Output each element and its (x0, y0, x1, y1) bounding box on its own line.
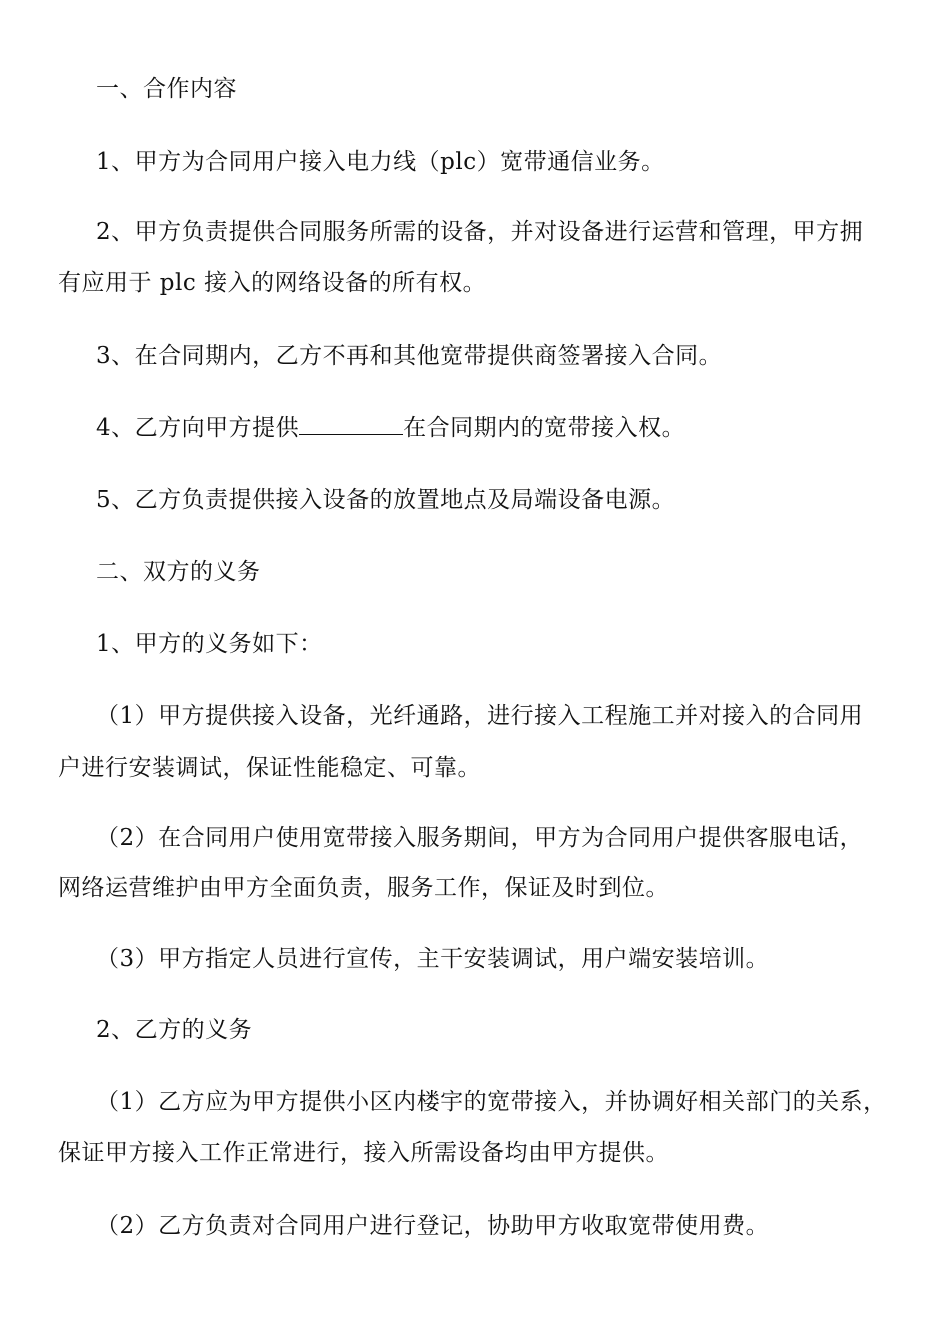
party-a-item-2-line-1: （2）在合同用户使用宽带接入服务期间，甲方为合同用户提供客服电话， (96, 825, 864, 851)
section-1-item-4-text-after: 在合同期内的宽带接入权。 (403, 415, 686, 441)
section-1-item-4 (96, 412, 685, 444)
party-b-item-2: （2）乙方负责对合同用户进行登记，协助甲方收取宽带使用费。 (96, 1213, 770, 1239)
section-2-heading: 二、双方的义务 (96, 559, 261, 585)
section-1-item-1: 1、甲方为合同用户接入电力线（plc）宽带通信业务。 (96, 149, 665, 175)
party-a-item-1-line-2: 户进行安装调试，保证性能稳定、可靠。 (58, 755, 481, 781)
party-b-item-1-line-1: （1）乙方应为甲方提供小区内楼宇的宽带接入，并协调好相关部门的关系， (96, 1089, 887, 1115)
section-1-item-2-line-1: 2、甲方负责提供合同服务所需的设备，并对设备进行运营和管理，甲方拥 (96, 219, 864, 245)
section-1-item-2-line-2: 有应用于 plc 接入的网络设备的所有权。 (58, 270, 487, 296)
party-b-item-1-line-2: 保证甲方接入工作正常进行，接入所需设备均由甲方提供。 (58, 1140, 669, 1166)
fill-in-blank (299, 412, 403, 435)
party-a-obligations-title: 1、甲方的义务如下： (96, 631, 323, 657)
section-1-item-3: 3、在合同期内，乙方不再和其他宽带提供商签署接入合同。 (96, 343, 723, 369)
party-a-item-1-line-1: （1）甲方提供接入设备，光纤通路，进行接入工程施工并对接入的合同用 (96, 703, 864, 729)
party-b-obligations-title: 2、乙方的义务 (96, 1017, 253, 1043)
section-1-item-5: 5、乙方负责提供接入设备的放置地点及局端设备电源。 (96, 487, 676, 513)
party-a-item-3: （3）甲方指定人员进行宣传，主干安装调试，用户端安装培训。 (96, 946, 770, 972)
section-1-item-4-text-before: 4、乙方向甲方提供 (96, 415, 300, 441)
party-a-item-2-line-2: 网络运营维护由甲方全面负责，服务工作，保证及时到位。 (58, 875, 669, 901)
section-1-heading: 一、合作内容 (96, 76, 237, 102)
